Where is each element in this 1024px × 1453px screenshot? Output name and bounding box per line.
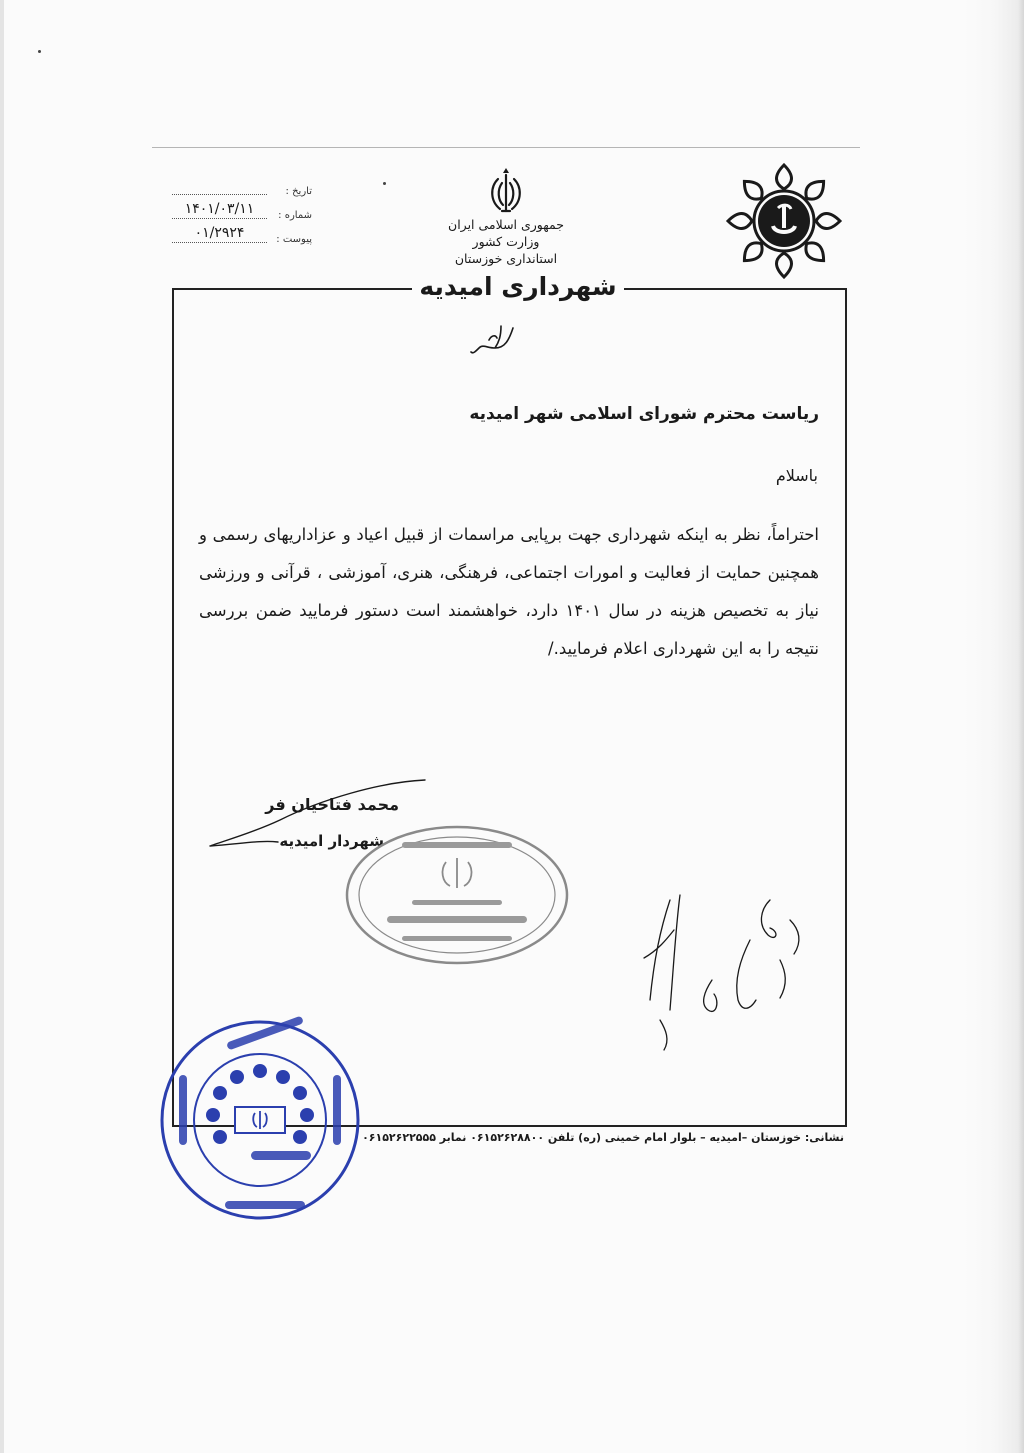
initial-note-scribble bbox=[465, 318, 525, 358]
scan-speck bbox=[383, 182, 386, 185]
government-header bbox=[400, 216, 612, 267]
council-seal-stamp bbox=[155, 1015, 365, 1225]
recipient-line: ریاست محترم شورای اسلامی شهر امیدیه bbox=[469, 404, 819, 424]
attachment-row bbox=[172, 225, 312, 255]
date-label: تاریخ : bbox=[285, 186, 312, 197]
scan-shadow-right bbox=[964, 0, 1024, 1453]
attachment-dotted-line bbox=[172, 242, 267, 243]
signer-title: شهردار امیدیه bbox=[279, 832, 384, 850]
footer-address: نشانی: خوزستان –امیدیه – بلوار امام خمینی (ره) تلفن ۰۶۱۵۲۶۲۸۸۰۰ نمابر ۰۶۱۵۲۶۲۲۵۵۵ bbox=[362, 1131, 844, 1144]
municipality-logo-icon bbox=[723, 160, 845, 282]
number-dotted-line bbox=[172, 218, 267, 219]
government-seal-stamp bbox=[342, 820, 572, 970]
scan-speck bbox=[38, 50, 41, 53]
organization-title: شهرداری امیدیه bbox=[412, 272, 624, 301]
greeting: باسلام bbox=[775, 466, 818, 485]
signer-name: محمد فتاحیان فر bbox=[265, 795, 399, 814]
attachment-label: پیوست : bbox=[276, 234, 312, 245]
iran-emblem-icon bbox=[486, 165, 526, 217]
letterhead-rule bbox=[152, 147, 860, 148]
letter-body: احتراماً، نظر به اینکه شهرداری جهت برپایی مراسمات از قبیل اعیاد و عزاداریهای رسمی و همچنین حمایت از فعالیت و امورات اجتماعی، فرهنگی، هنری، آموزشی ، قرآنی و ورزشی نیاز به تخصیص هزینه در سال ۱۴۰۱ دارد، خواهشمند است دستور فرمایید ضمن بررسی نتیجه را به این شهرداری اعلام فرمایید./ bbox=[199, 525, 819, 658]
number-value: ۱۴۰۱/۰۳/۱۱ bbox=[184, 201, 255, 217]
date-dotted-line bbox=[172, 194, 267, 195]
header-line-republic: جمهوری اسلامی ایران bbox=[448, 217, 564, 232]
number-label: شماره : bbox=[278, 210, 312, 221]
letter-meta bbox=[172, 183, 312, 255]
handwritten-margin-note bbox=[630, 880, 820, 1055]
header-line-governorate: استانداری خوزستان bbox=[454, 251, 558, 266]
scan-shadow-left bbox=[0, 0, 4, 1453]
header-line-ministry: وزارت کشور bbox=[472, 234, 540, 249]
attachment-value: ۰۱/۲۹۲۴ bbox=[194, 225, 245, 241]
